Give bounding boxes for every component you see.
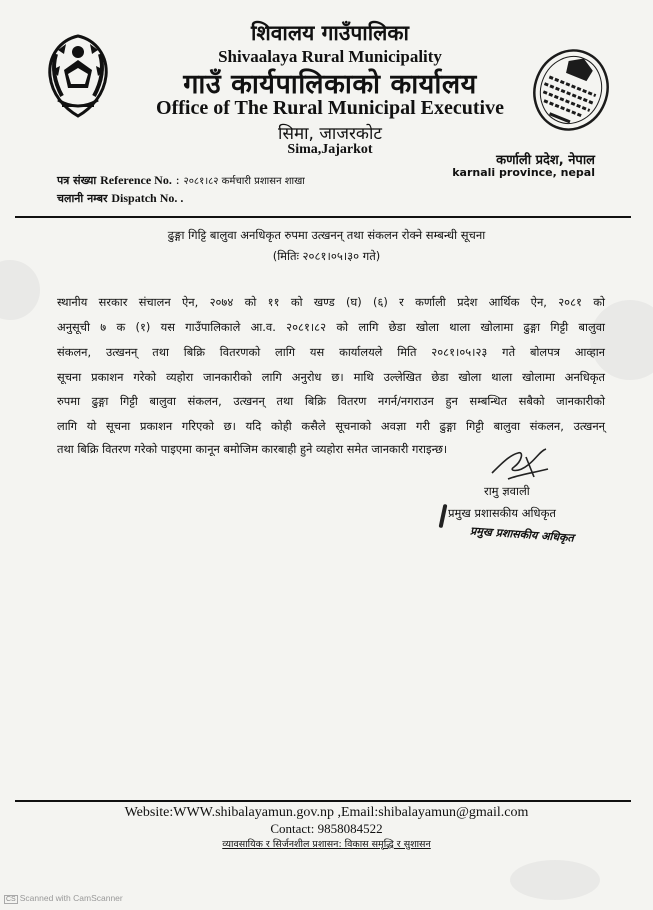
reference-line: पत्र संख्या Reference No. : २०८१।८२ कर्मचारी प्रशासन शाखा: [57, 173, 305, 187]
reference-label-en: Reference No.: [100, 173, 172, 187]
signature-icon: [488, 443, 554, 485]
reference-label-np: पत्र संख्या: [57, 174, 97, 187]
body-line: लागि यो सूचना प्रकाशन गरिएको छ। यदि कोही कसैले सूचनाको अवज्ञा गरी ढुङ्गा गिट्टी बालुवा संकलन, उत्खनन्: [57, 419, 605, 433]
body-line: संकलन, उत्खनन् तथा बिक्रि वितरणको लागि यस कार्यालयले मिति २०८१।०५।२३ गते बोलपत्र आव्हान: [57, 345, 605, 359]
camscanner-icon: CS: [6, 896, 16, 903]
body-line: स्थानीय सरकार संचालन ऐन, २०७४ को ११ को खण्ड (घ) (६) र कर्णाली प्रदेश आर्थिक ऐन, २०८१ को: [57, 295, 605, 309]
scanner-label: Scanned with CamScanner: [19, 893, 123, 903]
body-line: तथा बिक्रि वितरण गरेको पाइएमा कानून बमोजिम कारबाही हुने व्यहोरा समेत जानकारी गराइन्छ।: [57, 442, 448, 456]
footer-divider: [15, 800, 631, 802]
dispatch-line: [57, 191, 183, 206]
dispatch-label-np: चलानी नम्बर: [57, 192, 108, 205]
scan-smudge: [0, 260, 40, 320]
body-line: सूचना प्रकाशन गरेको व्यहोरा जानकारीको लागि अनुरोध छ। माथि उल्लेखित छेडा खोला थाला खोलामा अनधिकृत: [57, 370, 605, 384]
header-divider: [15, 216, 631, 218]
body-line: अनुसूची ७ क (१) यस गाउँपालिकाले आ.व. २०८१।८२ को लागि छेडा खोला थाला खोलामा ढुङ्गा गिट्टी बालुवा: [57, 320, 605, 334]
scan-smudge: [590, 300, 653, 380]
office-name-np: गाउँ कार्यपालिकाको कार्यालय: [183, 69, 477, 100]
scan-smudge: [510, 860, 600, 900]
body-line: रुपमा ढुङ्गा गिट्टी बालुवा संकलन, उत्खनन् तथा बिक्रि वितरण नगर्न/नगराउन हुन सम्बन्धित सबैको जानकारीको: [57, 394, 605, 408]
address-np: सिमा, जाजरकोट: [278, 124, 382, 144]
signatory-title: प्रमुख प्रशासकीय अधिकृत: [448, 506, 556, 520]
municipality-name-en: Shivaalaya Rural Municipality: [218, 47, 442, 66]
province-np: कर्णाली प्रदेश, नेपाल: [496, 153, 595, 168]
designation-stamp: प्रमुख प्रशासकीय अधिकृत: [469, 524, 575, 545]
notice-date: (मितिः २०८१।०५।३० गते): [272, 249, 381, 263]
municipality-seal-icon: [528, 42, 614, 138]
address-en: Sima,Jajarkot: [287, 142, 373, 157]
nepal-emblem-icon: [38, 30, 118, 122]
municipality-name-np: शिवालय गाउँपालिका: [251, 21, 409, 45]
notice-subject: ढुङ्गा गिट्टि बालुवा अनधिकृत रुपमा उत्खनन् तथा संकलन रोक्ने सम्बन्धी सूचना: [167, 228, 486, 242]
reference-value: २०८१।८२ कर्मचारी प्रशासन शाखा: [183, 176, 305, 187]
pen-mark: [439, 504, 448, 528]
province-en: karnali province, nepal: [452, 166, 595, 179]
footer-contact: Contact: 9858084522: [270, 821, 383, 836]
scanner-watermark: [4, 893, 123, 904]
signatory-name: रामु ज्ञवाली: [484, 484, 530, 498]
footer-motto: व्यावसायिक र सिर्जनशील प्रशासन: विकास समृद्धि र सुशासन: [222, 839, 431, 850]
dispatch-label-en: Dispatch No. .: [111, 191, 184, 205]
office-name-en: Office of The Rural Municipal Executive: [156, 97, 504, 119]
footer-website-email: Website:WWW.shibalayamun.gov.np ,Email:shibalayamun@gmail.com: [124, 805, 529, 820]
